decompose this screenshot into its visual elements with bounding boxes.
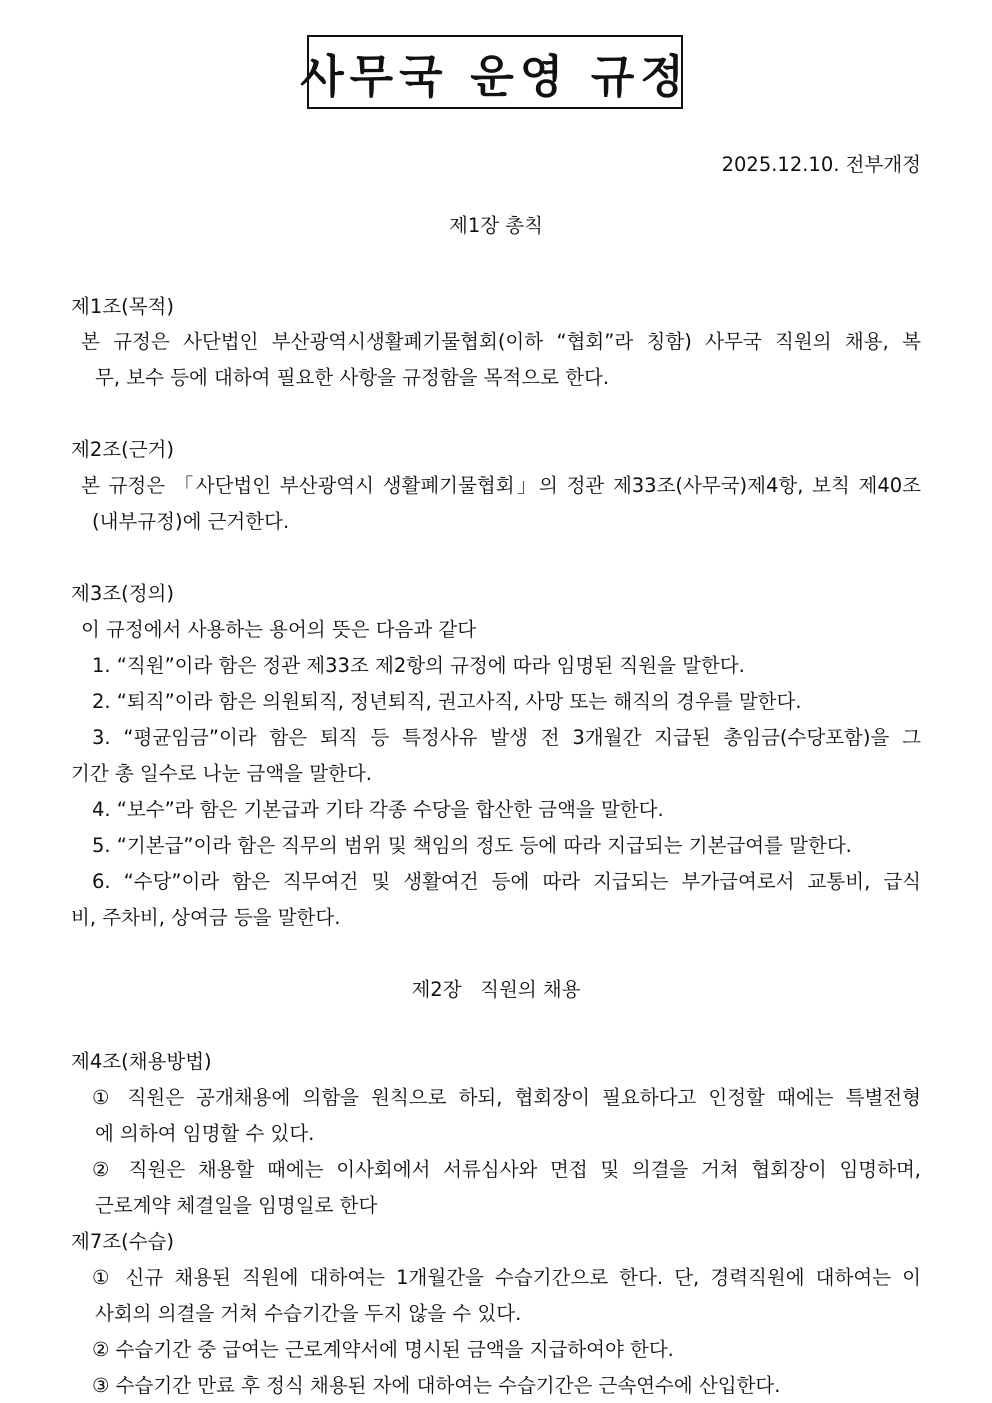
article-4-clause: ② 직원은 채용할 때에는 이사회에서 서류심사와 면접 및 의결을 거쳐 협회장이 임명하며, bbox=[92, 1158, 921, 1181]
definition-item: 2. “퇴직”이라 함은 의원퇴직, 정년퇴직, 권고사직, 사망 또는 해직의 경우를 말한다. bbox=[92, 690, 802, 713]
definition-item: 6. “수당”이라 함은 직무여건 및 생활여건 등에 따라 지급되는 부가급여로서 교통비, 급식 bbox=[92, 870, 921, 893]
article-1-line: 본 규정은 사단법인 부산광역시생활폐기물협회(이하 “협회”라 칭함) 사무국 직원의 채용, 복 bbox=[81, 330, 921, 353]
definition-item-continued: 비, 주차비, 상여금 등을 말한다. bbox=[71, 906, 341, 929]
article-4-clause-continued: 에 의하여 임명할 수 있다. bbox=[95, 1122, 315, 1145]
article-4-clause: ① 직원은 공개채용에 의함을 원칙으로 하되, 협회장이 필요하다고 인정할 때에는 특별전형 bbox=[92, 1086, 921, 1109]
article-1-line: 무, 보수 등에 대하여 필요한 사항을 규정함을 목적으로 한다. bbox=[95, 366, 610, 389]
article-7-clause: ② 수습기간 중 급여는 근로계약서에 명시된 금액을 지급하여야 한다. bbox=[92, 1338, 674, 1361]
article-7-clause-continued: 사회의 의결을 거쳐 수습기간을 두지 않을 수 있다. bbox=[95, 1302, 522, 1325]
title-box bbox=[300, 35, 690, 109]
article-3-intro: 이 규정에서 사용하는 용어의 뜻은 다음과 같다 bbox=[81, 618, 477, 641]
article-4-clause-continued: 근로계약 체결일을 임명일로 한다 bbox=[95, 1194, 378, 1217]
article-2-heading: 제2조(근거) bbox=[71, 438, 174, 461]
revision-date: 2025.12.10. 전부개정 bbox=[721, 153, 921, 176]
article-3-heading: 제3조(정의) bbox=[71, 582, 174, 605]
definition-item: 4. “보수”라 함은 기본급과 기타 각종 수당을 합산한 금액을 말한다. bbox=[92, 798, 664, 821]
document-title: 사무국 운영 규정 bbox=[300, 49, 690, 103]
chapter-2-heading: 제2장 직원의 채용 bbox=[411, 978, 581, 1001]
chapter-1-heading: 제1장 총칙 bbox=[449, 214, 543, 237]
article-1-heading: 제1조(목적) bbox=[71, 295, 174, 318]
article-7-heading: 제7조(수습) bbox=[71, 1230, 174, 1253]
article-2-line: (내부규정)에 근거한다. bbox=[92, 510, 290, 533]
article-7-clause: ① 신규 채용된 직원에 대하여는 1개월간을 수습기간으로 한다. 단, 경력직원에 대하여는 이 bbox=[92, 1266, 921, 1289]
article-7-clause: ③ 수습기간 만료 후 정식 채용된 자에 대하여는 수습기간은 근속연수에 산입한다. bbox=[92, 1374, 781, 1397]
article-2-line: 본 규정은 「사단법인 부산광역시 생활폐기물협회」의 정관 제33조(사무국)제4항, 보칙 제40조 bbox=[81, 474, 921, 497]
definition-item: 5. “기본급”이라 함은 직무의 범위 및 책임의 정도 등에 따라 지급되는 기본급여를 말한다. bbox=[92, 834, 852, 857]
definition-item-continued: 기간 총 일수로 나눈 금액을 말한다. bbox=[71, 762, 372, 785]
article-4-heading: 제4조(채용방법) bbox=[71, 1050, 212, 1073]
definition-item: 3. “평균임금”이라 함은 퇴직 등 특정사유 발생 전 3개월간 지급된 총임금(수당포함)을 그 bbox=[92, 726, 921, 749]
definition-item: 1. “직원”이라 함은 정관 제33조 제2항의 규정에 따라 임명된 직원을 말한다. bbox=[92, 654, 745, 677]
